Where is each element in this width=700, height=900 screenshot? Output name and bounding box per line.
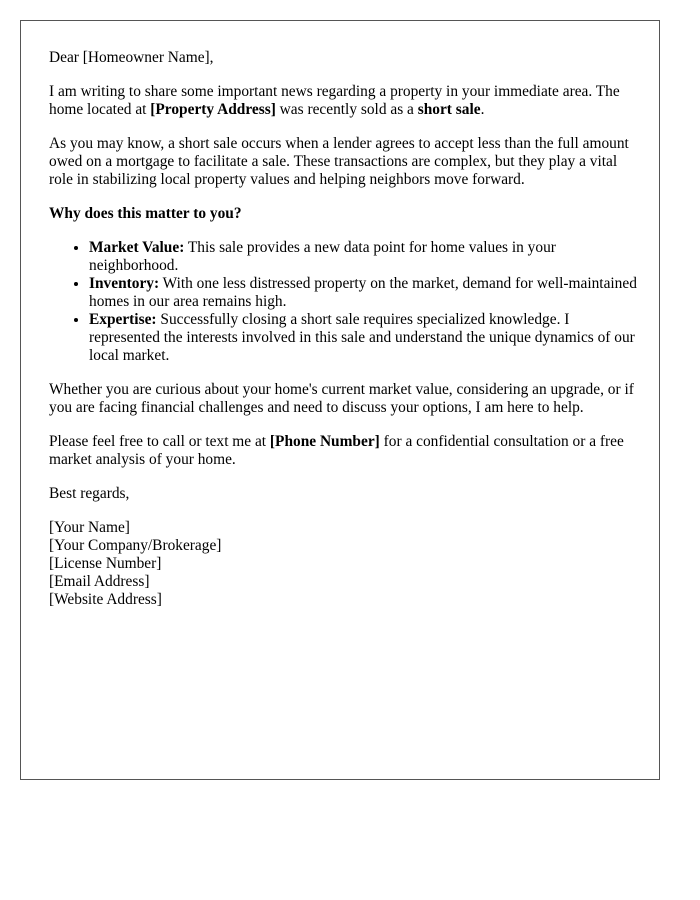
short-sale-term: short sale [417, 101, 481, 118]
bullet-label: Market Value: [89, 239, 185, 256]
phone-number: [Phone Number] [269, 433, 380, 450]
signature-website: [Website Address] [49, 591, 162, 608]
contact-text-1: Please feel free to call or text me at [49, 433, 270, 450]
intro-text-3: . [480, 101, 485, 118]
list-item [89, 239, 639, 275]
intro-text-2: was recently sold as a [275, 101, 418, 118]
salutation: Dear [Homeowner Name], [49, 49, 214, 66]
bullet-label: Inventory: [89, 275, 160, 292]
signature-block [49, 519, 639, 609]
list-item [89, 275, 639, 311]
letter-body [49, 49, 639, 609]
closing: Best regards, [49, 485, 130, 502]
contact-paragraph [49, 433, 639, 469]
section-heading [49, 205, 639, 223]
explanation-paragraph: As you may know, a short sale occurs when a lender agrees to accept less than the full amount owed on a mortgage to facilitate a sale. These transactions are complex, but they play a vital role in stabilizing local property values and helping neighbors move forward. [49, 135, 629, 188]
bullet-text: This sale provides a new data point for home values in your neighborhood. [89, 239, 556, 274]
letter-page [20, 20, 660, 780]
contact-text-2: for a confidential consultation or a free market analysis of your home. [49, 433, 624, 468]
signature-email: [Email Address] [49, 573, 150, 590]
bullet-text: Successfully closing a short sale requires specialized knowledge. I represented the interests involved in this sale and understand the unique dynamics of our local market. [89, 311, 635, 364]
signature-name: [Your Name] [49, 519, 130, 536]
intro-paragraph [49, 83, 639, 119]
signature-license: [License Number] [49, 555, 162, 572]
intro-text-1: I am writing to share some important news regarding a property in your immediate area. The home located at [49, 83, 620, 118]
list-item [89, 311, 639, 365]
section-heading-text: Why does this matter to you? [49, 205, 242, 222]
bullet-label: Expertise: [89, 311, 157, 328]
benefits-list [49, 239, 639, 365]
offer-paragraph: Whether you are curious about your home's current market value, considering an upgrade, or if you are facing financial challenges and need to discuss your options, I am here to help. [49, 381, 634, 416]
property-address: [Property Address] [150, 101, 276, 118]
signature-company: [Your Company/Brokerage] [49, 537, 222, 554]
bullet-text: With one less distressed property on the market, demand for well-maintained homes in our area remains high. [89, 275, 637, 310]
